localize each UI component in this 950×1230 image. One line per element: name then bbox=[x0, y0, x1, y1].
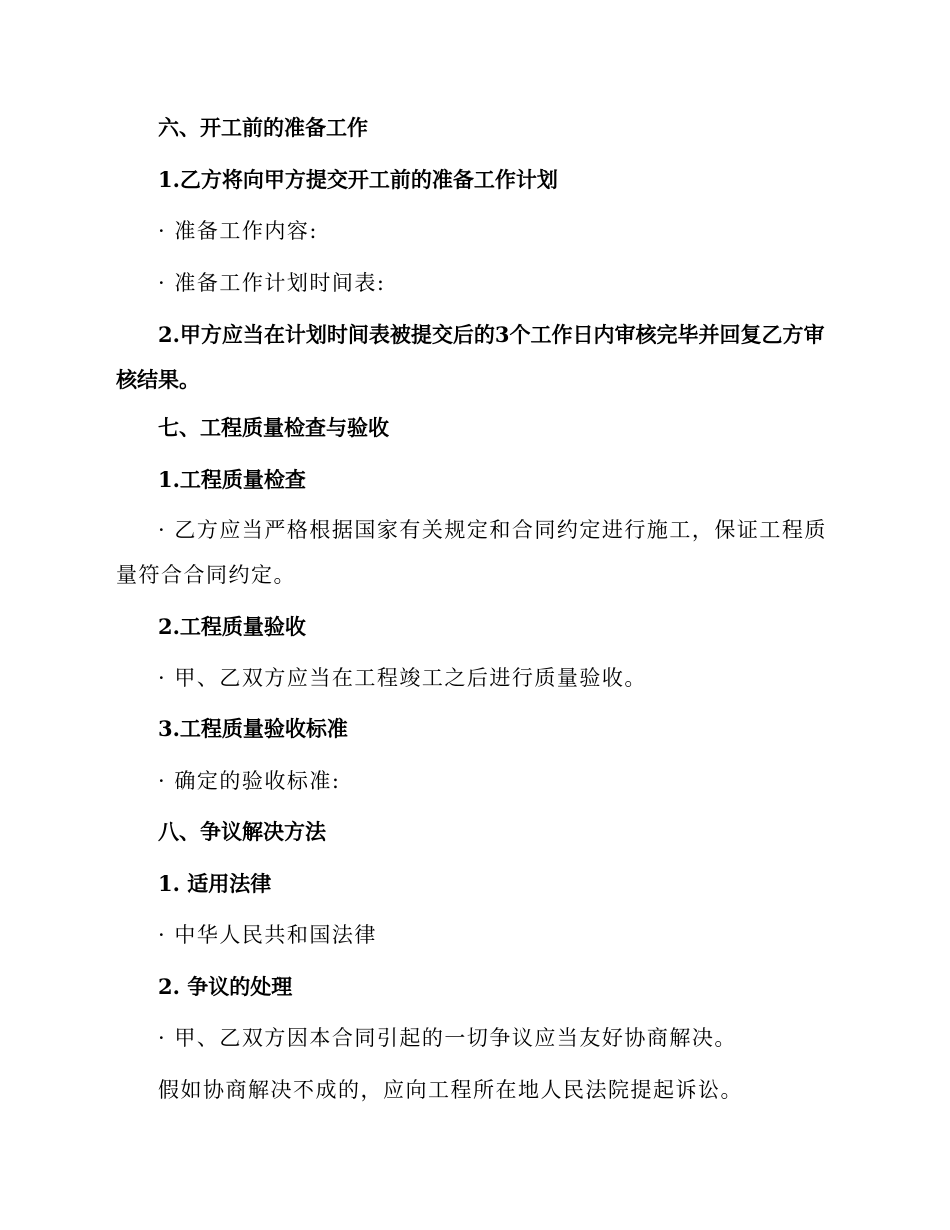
section-7-item-2-bullet-1: · 甲、乙双方应当在工程竣工之后进行质量验收。 bbox=[158, 666, 647, 690]
section-6-heading: 六、开工前的准备工作 bbox=[158, 115, 368, 140]
section-7-item-2: 2.工程质量验收 bbox=[158, 614, 306, 639]
section-6-item-1: 1.乙方将向甲方提交开工前的准备工作计划 bbox=[158, 167, 558, 192]
section-8-item-1-bullet-1: · 中华人民共和国法律 bbox=[158, 923, 377, 947]
section-8-item-1: 1. 适用法律 bbox=[158, 871, 272, 896]
section-8-heading: 八、争议解决方法 bbox=[158, 819, 326, 844]
section-6-item-1-bullet-2: · 准备工作计划时间表: bbox=[158, 271, 386, 295]
section-6-item-1-bullet-1: · 准备工作内容: bbox=[158, 219, 318, 243]
section-8-item-2-paragraph-2: 假如协商解决不成的，应向工程所在地人民法院提起诉讼。 bbox=[158, 1078, 743, 1102]
section-7-item-1: 1.工程质量检查 bbox=[158, 467, 306, 492]
section-7-heading: 七、工程质量检查与验收 bbox=[158, 415, 389, 440]
section-8-item-2-bullet-1: · 甲、乙双方因本合同引起的一切争议应当友好协商解决。 bbox=[158, 1026, 737, 1050]
section-6-item-2: 2.甲方应当在计划时间表被提交后的3个工作日内审核完毕并回复乙方审核结果。 bbox=[116, 322, 825, 392]
section-7-item-1-bullet-1: · 乙方应当严格根据国家有关规定和合同约定进行施工，保证工程质量符合合同约定。 bbox=[116, 518, 827, 587]
section-7-item-3: 3.工程质量验收标准 bbox=[158, 716, 348, 741]
section-7-item-3-bullet-1: · 确定的验收标准: bbox=[158, 769, 341, 793]
section-8-item-2: 2. 争议的处理 bbox=[158, 974, 293, 999]
